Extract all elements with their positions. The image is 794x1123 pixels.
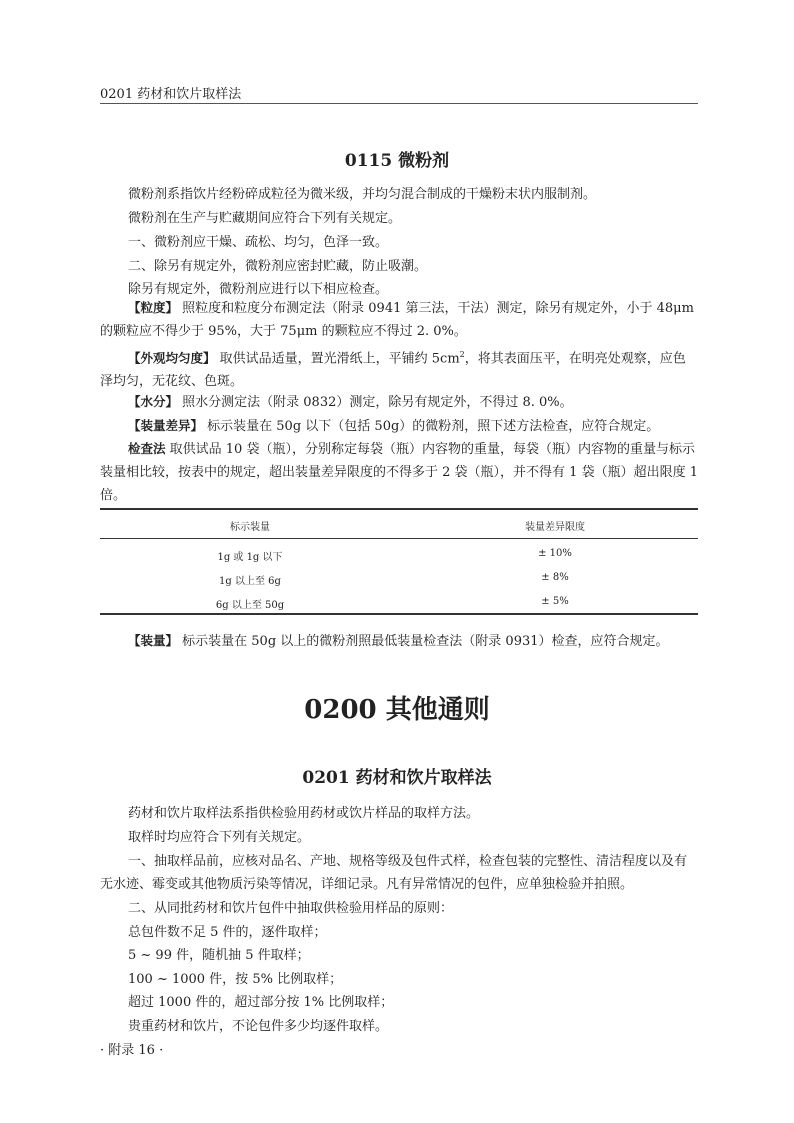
weight-difference-label: 【装量差异】 xyxy=(128,418,204,433)
granularity-text: 照粒度和粒度分布测定法（附录 0941 第三法，干法）测定，除另有规定外，小于 48μm 的颗粒应不得少于 95%，大于 75μm 的颗粒应不得过 2. 0%。 xyxy=(100,301,694,339)
table-cell: ± 5% xyxy=(541,596,569,607)
method-paragraph xyxy=(100,437,698,507)
superscript-2: 2 xyxy=(459,350,465,359)
table-cell: 1g 以上至 6g xyxy=(219,576,281,587)
method-text: 取供试品 10 袋（瓶），分别称定每袋（瓶）内容物的重量，每袋（瓶）内容物的重量与标示装量相比较，按表中的规定，超出装量差异限度的不得多于 2 袋（瓶），并不得有 1 袋（瓶）超出限度 1 倍。 xyxy=(100,442,698,503)
paragraph: 一、微粉剂应干燥、疏松、均匀，色泽一致。 xyxy=(128,235,389,250)
table-header-rule xyxy=(100,538,698,539)
paragraph: 微粉剂在生产与贮藏期间应符合下列有关规定。 xyxy=(128,211,402,226)
table-bottom-rule xyxy=(100,613,698,615)
table-cell: 6g 以上至 50g xyxy=(215,600,285,611)
table-cell: 1g 或 1g 以下 xyxy=(217,552,283,563)
table-cell: ± 8% xyxy=(541,572,569,583)
paragraph: 贵重药材和饮片，不论包件多少均逐件取样。 xyxy=(128,1019,389,1034)
section-0200-title: 0200 其他通则 xyxy=(304,695,490,725)
paragraph: 取样时均应符合下列有关规定。 xyxy=(128,830,311,845)
granularity-label: 【粒度】 xyxy=(128,300,179,315)
paragraph: 100 ~ 1000 件，按 5% 比例取样； xyxy=(128,972,343,987)
header-rule xyxy=(100,103,698,104)
table-header-cell: 装量差异限度 xyxy=(525,522,585,533)
moisture-paragraph xyxy=(100,390,698,414)
weight-difference-paragraph xyxy=(100,414,698,438)
section-0201-title: 0201 药材和饮片取样法 xyxy=(302,768,492,788)
paragraph: 超过 1000 件的，超过部分按 1% 比例取样； xyxy=(128,995,394,1010)
section-0115-title: 0115 微粉剂 xyxy=(344,151,450,171)
paragraph: 二、从同批药材和饮片包件中抽取供检验用样品的原则： xyxy=(128,901,454,916)
page-number: · 附录 16 · xyxy=(100,1043,164,1058)
paragraph: 药材和饮片取样法系指供检验用药材或饮片样品的取样方法。 xyxy=(128,806,480,821)
paragraph: 一、抽取样品前，应核对品名、产地、规格等级及包件式样，检查包装的完整性、清洁程度以及有无水迹、霉变或其他物质污染等情况，详细记录。凡有异常情况的包件，应单独检验并拍照。 xyxy=(100,854,688,892)
paragraph: 总包件数不足 5 件的，逐件取样； xyxy=(128,925,327,940)
table-cell: ± 10% xyxy=(538,548,572,559)
fill-text: 标示装量在 50g 以上的微粉剂照最低装量检查法（附录 0931）检查，应符合规定。 xyxy=(182,634,669,649)
paragraph: 5 ~ 99 件，随机抽 5 件取样； xyxy=(128,948,310,963)
appearance-text-2: ，将其表面压平，在明亮处观察，应色泽均匀，无花纹、色斑。 xyxy=(100,351,686,390)
fill-paragraph xyxy=(100,629,698,653)
method-label: 检查法 xyxy=(128,441,166,456)
appearance-label: 【外观均匀度】 xyxy=(128,350,216,366)
table-top-rule xyxy=(100,508,698,510)
fill-label: 【装量】 xyxy=(128,633,179,648)
moisture-text: 照水分测定法（附录 0832）测定，除另有规定外，不得过 8. 0%。 xyxy=(182,395,573,410)
appearance-text-1: 取供试品适量，置光滑纸上，平铺约 5cm xyxy=(219,351,460,367)
table-header-cell: 标示装量 xyxy=(230,522,270,533)
appearance-paragraph xyxy=(100,343,698,393)
granularity-paragraph xyxy=(100,296,698,343)
paragraph: 二、除另有规定外，微粉剂应密封贮藏，防止吸潮。 xyxy=(128,259,428,274)
paragraph: 除另有规定外，微粉剂应进行以下相应检查。 xyxy=(128,282,389,297)
weight-difference-text: 标示装量在 50g 以下（包括 50g）的微粉剂，照下述方法检查，应符合规定。 xyxy=(207,419,660,434)
paragraph: 微粉剂系指饮片经粉碎成粒径为微米级，并均匀混合制成的干燥粉末状内服制剂。 xyxy=(128,187,597,202)
moisture-label: 【水分】 xyxy=(128,394,179,409)
running-header: 0201 药材和饮片取样法 xyxy=(100,87,242,102)
